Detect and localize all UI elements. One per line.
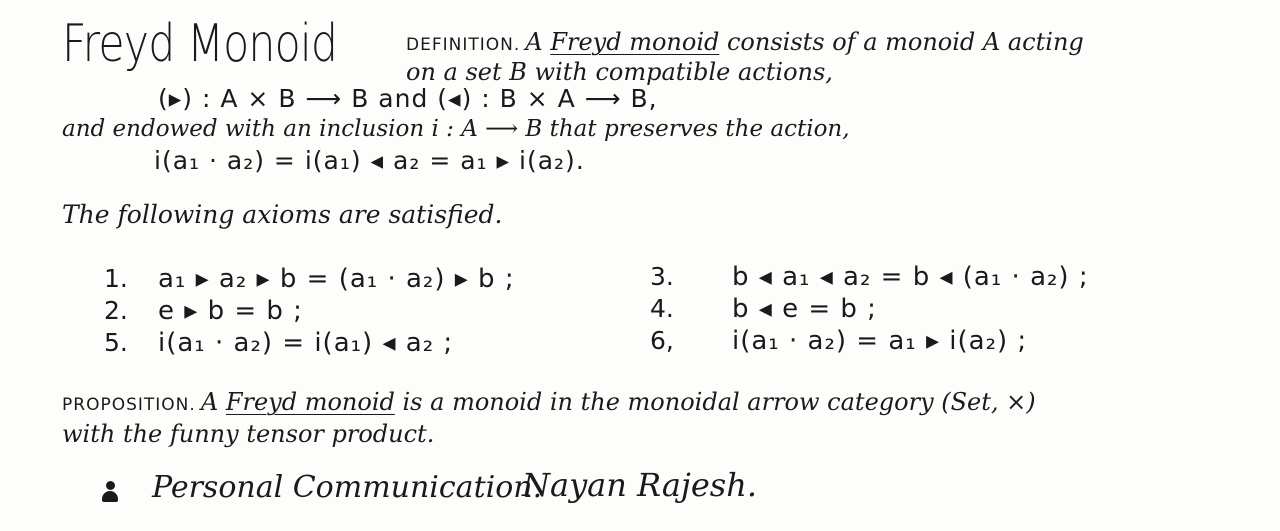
axiom-text: i(a₁ · a₂) = i(a₁) ◂ a₂ ; bbox=[158, 328, 454, 358]
axiom-text: a₁ ▸ a₂ ▸ b = (a₁ · a₂) ▸ b ; bbox=[158, 264, 515, 294]
page-title: Freyd Monoid bbox=[62, 14, 338, 74]
definition-line-4: and endowed with an inclusion i : A ⟶ B that preserves the action, bbox=[62, 116, 850, 142]
proposition-text-1: is a monoid in the monoidal arrow category (Set, ×) bbox=[394, 388, 1036, 416]
axiom-number: 4. bbox=[650, 294, 674, 323]
axiom-number: 2. bbox=[104, 296, 128, 325]
axiom-text: i(a₁ · a₂) = a₁ ▸ i(a₂) ; bbox=[732, 326, 1028, 356]
axiom-number: 6, bbox=[650, 326, 674, 355]
source-label: Personal Communication. bbox=[152, 470, 543, 505]
definition-line-2: on a set B with compatible actions, bbox=[406, 58, 833, 86]
definition-article: A bbox=[525, 28, 551, 56]
axioms-intro: The following axioms are satisfied. bbox=[62, 200, 503, 229]
proposition-line-1 bbox=[62, 388, 1036, 416]
axiom-text: b ◂ a₁ ◂ a₂ = b ◂ (a₁ · a₂) ; bbox=[732, 262, 1089, 292]
axiom-number: 3. bbox=[650, 262, 674, 291]
proposition-term: Freyd monoid bbox=[225, 388, 395, 416]
definition-term: Freyd monoid bbox=[550, 28, 720, 56]
proposition-article: A bbox=[200, 388, 226, 416]
axiom-number: 1. bbox=[104, 264, 128, 293]
definition-inclusion-formula: i(a₁ · a₂) = i(a₁) ◂ a₂ = a₁ ▸ i(a₂). bbox=[154, 146, 585, 175]
definition-label: DEFINITION. bbox=[406, 35, 521, 55]
definition-text-1: consists of a monoid A acting bbox=[719, 28, 1084, 56]
definition-actions-formula: (▸) : A × B ⟶ B and (◂) : B × A ⟶ B, bbox=[158, 84, 658, 113]
definition-line-1 bbox=[406, 28, 1084, 56]
person-icon bbox=[102, 481, 118, 503]
axiom-text: e ▸ b = b ; bbox=[158, 296, 303, 326]
proposition-line-2: with the funny tensor product. bbox=[62, 420, 435, 448]
axiom-text: b ◂ e = b ; bbox=[732, 294, 877, 324]
proposition-label: PROPOSITION. bbox=[62, 395, 196, 415]
author-name: Nayan Rajesh. bbox=[522, 466, 757, 504]
axiom-number: 5. bbox=[104, 328, 128, 357]
